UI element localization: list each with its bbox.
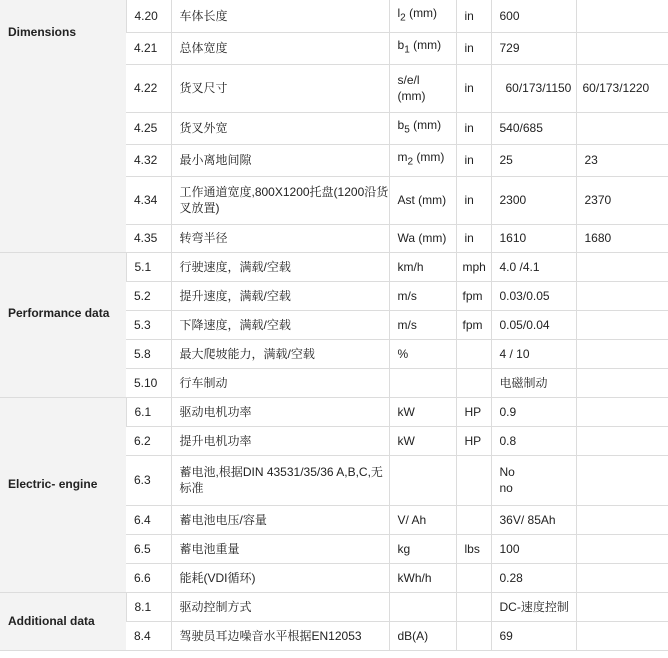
row-number: 6.3 (126, 455, 171, 505)
row-value: No no (491, 455, 576, 505)
row-value-alt: 1680 (576, 224, 668, 252)
row-number: 8.4 (126, 621, 171, 650)
row-value: 729 (491, 32, 576, 64)
row-unit (389, 368, 456, 397)
row-unit: m/s (389, 310, 456, 339)
row-unit-imperial: in (456, 144, 491, 176)
row-value-alt (576, 397, 668, 426)
row-unit (389, 592, 456, 621)
row-value-alt (576, 621, 668, 650)
table-row (0, 592, 668, 621)
row-value: 540/685 (491, 112, 576, 144)
row-description: 蓄电池电压/容量 (171, 505, 389, 534)
row-number: 4.25 (126, 112, 171, 144)
row-value-alt (576, 281, 668, 310)
row-value-alt (576, 310, 668, 339)
row-description: 能耗(VDI循环) (171, 563, 389, 592)
row-unit: $b_1$ (mm) (389, 32, 456, 64)
row-unit: $b_5$ (mm) (389, 112, 456, 144)
row-unit: V/ Ah (389, 505, 456, 534)
row-number: 4.22 (126, 64, 171, 112)
row-description: 驱动电机功率 (171, 397, 389, 426)
row-unit: $m_2$ (mm) (389, 144, 456, 176)
row-number: 6.1 (126, 397, 171, 426)
row-unit-imperial: in (456, 0, 491, 32)
row-unit-imperial: HP (456, 426, 491, 455)
row-value: 1610 (491, 224, 576, 252)
row-number: 6.4 (126, 505, 171, 534)
row-unit-imperial: in (456, 32, 491, 64)
row-value-alt: 60/173/1220 (576, 64, 668, 112)
row-description: 行驶速度，满载/空载 (171, 252, 389, 281)
row-value: DC-速度控制 (491, 592, 576, 621)
row-value: 600 (491, 0, 576, 32)
row-value-alt (576, 534, 668, 563)
row-unit-imperial: fpm (456, 310, 491, 339)
row-unit-imperial: mph (456, 252, 491, 281)
row-unit: km/h (389, 252, 456, 281)
row-value-alt (576, 592, 668, 621)
row-description: 货叉外宽 (171, 112, 389, 144)
row-description: 提升速度，满载/空载 (171, 281, 389, 310)
row-description: 最大爬坡能力，满载/空载 (171, 339, 389, 368)
row-number: 6.5 (126, 534, 171, 563)
row-unit-imperial (456, 339, 491, 368)
row-value: 0.03/0.05 (491, 281, 576, 310)
section-label-dimensions: Dimensions (0, 0, 126, 252)
row-value: 4.0 /4.1 (491, 252, 576, 281)
row-description: 下降速度，满载/空载 (171, 310, 389, 339)
row-value-alt (576, 426, 668, 455)
row-unit-imperial: fpm (456, 281, 491, 310)
row-value-alt: 2370 (576, 176, 668, 224)
row-value: 电磁制动 (491, 368, 576, 397)
row-value-alt (576, 112, 668, 144)
row-unit: Wa (mm) (389, 224, 456, 252)
row-unit-imperial (456, 455, 491, 505)
row-number: 6.2 (126, 426, 171, 455)
row-unit-imperial (456, 368, 491, 397)
row-unit-imperial: in (456, 176, 491, 224)
row-description: 蓄电池,根据DIN 43531/35/36 A,B,C,无标准 (171, 455, 389, 505)
row-value: 36V/ 85Ah (491, 505, 576, 534)
row-value: 100 (491, 534, 576, 563)
row-unit-imperial: lbs (456, 534, 491, 563)
table-row (0, 0, 668, 32)
row-description: 行车制动 (171, 368, 389, 397)
row-value-alt (576, 252, 668, 281)
row-description: 最小离地间隙 (171, 144, 389, 176)
row-description: 工作通道宽度,800X1200托盘(1200沿货叉放置) (171, 176, 389, 224)
row-number: 4.35 (126, 224, 171, 252)
row-number: 5.8 (126, 339, 171, 368)
table-row (0, 397, 668, 426)
row-value: 4 / 10 (491, 339, 576, 368)
row-unit: % (389, 339, 456, 368)
row-value-alt (576, 563, 668, 592)
row-value: 0.8 (491, 426, 576, 455)
row-unit-imperial: in (456, 224, 491, 252)
row-value-alt: 23 (576, 144, 668, 176)
section-label-electric-engine: Electric- engine (0, 397, 126, 592)
row-unit-imperial: HP (456, 397, 491, 426)
row-value: 60/173/1150 (491, 64, 576, 112)
section-label-additional: Additional data (0, 592, 126, 650)
row-unit: m/s (389, 281, 456, 310)
row-description: 驱动控制方式 (171, 592, 389, 621)
row-number: 4.34 (126, 176, 171, 224)
row-unit (389, 455, 456, 505)
row-value: 69 (491, 621, 576, 650)
row-unit-imperial (456, 592, 491, 621)
row-unit-imperial: in (456, 64, 491, 112)
row-number: 5.1 (126, 252, 171, 281)
row-description: 总体宽度 (171, 32, 389, 64)
row-unit: s/e/l (mm) (389, 64, 456, 112)
row-unit-imperial (456, 505, 491, 534)
row-description: 货叉尺寸 (171, 64, 389, 112)
row-number: 5.10 (126, 368, 171, 397)
row-number: 5.3 (126, 310, 171, 339)
row-unit: $l_2$ (mm) (389, 0, 456, 32)
row-value-alt (576, 368, 668, 397)
row-value-alt (576, 0, 668, 32)
row-unit: kW (389, 426, 456, 455)
row-number: 6.6 (126, 563, 171, 592)
row-number: 4.21 (126, 32, 171, 64)
row-number: 5.2 (126, 281, 171, 310)
row-unit: dB(A) (389, 621, 456, 650)
row-description: 驾驶员耳边噪音水平根据EN12053 (171, 621, 389, 650)
row-unit: kW (389, 397, 456, 426)
row-value: 0.05/0.04 (491, 310, 576, 339)
row-value-alt (576, 32, 668, 64)
row-description: 提升电机功率 (171, 426, 389, 455)
row-value-alt (576, 455, 668, 505)
row-description: 转弯半径 (171, 224, 389, 252)
row-number: 4.32 (126, 144, 171, 176)
table-row (0, 252, 668, 281)
row-description: 车体长度 (171, 0, 389, 32)
row-value-alt (576, 339, 668, 368)
section-label-performance: Performance data (0, 252, 126, 397)
row-value: 0.28 (491, 563, 576, 592)
row-unit-imperial (456, 621, 491, 650)
row-unit: kg (389, 534, 456, 563)
row-number: 8.1 (126, 592, 171, 621)
row-value-alt (576, 505, 668, 534)
row-value: 2300 (491, 176, 576, 224)
row-unit-imperial: in (456, 112, 491, 144)
row-unit: Ast (mm) (389, 176, 456, 224)
row-description: 蓄电池重量 (171, 534, 389, 563)
row-number: 4.20 (126, 0, 171, 32)
row-value: 0.9 (491, 397, 576, 426)
row-unit: kWh/h (389, 563, 456, 592)
row-unit-imperial (456, 563, 491, 592)
row-value: 25 (491, 144, 576, 176)
